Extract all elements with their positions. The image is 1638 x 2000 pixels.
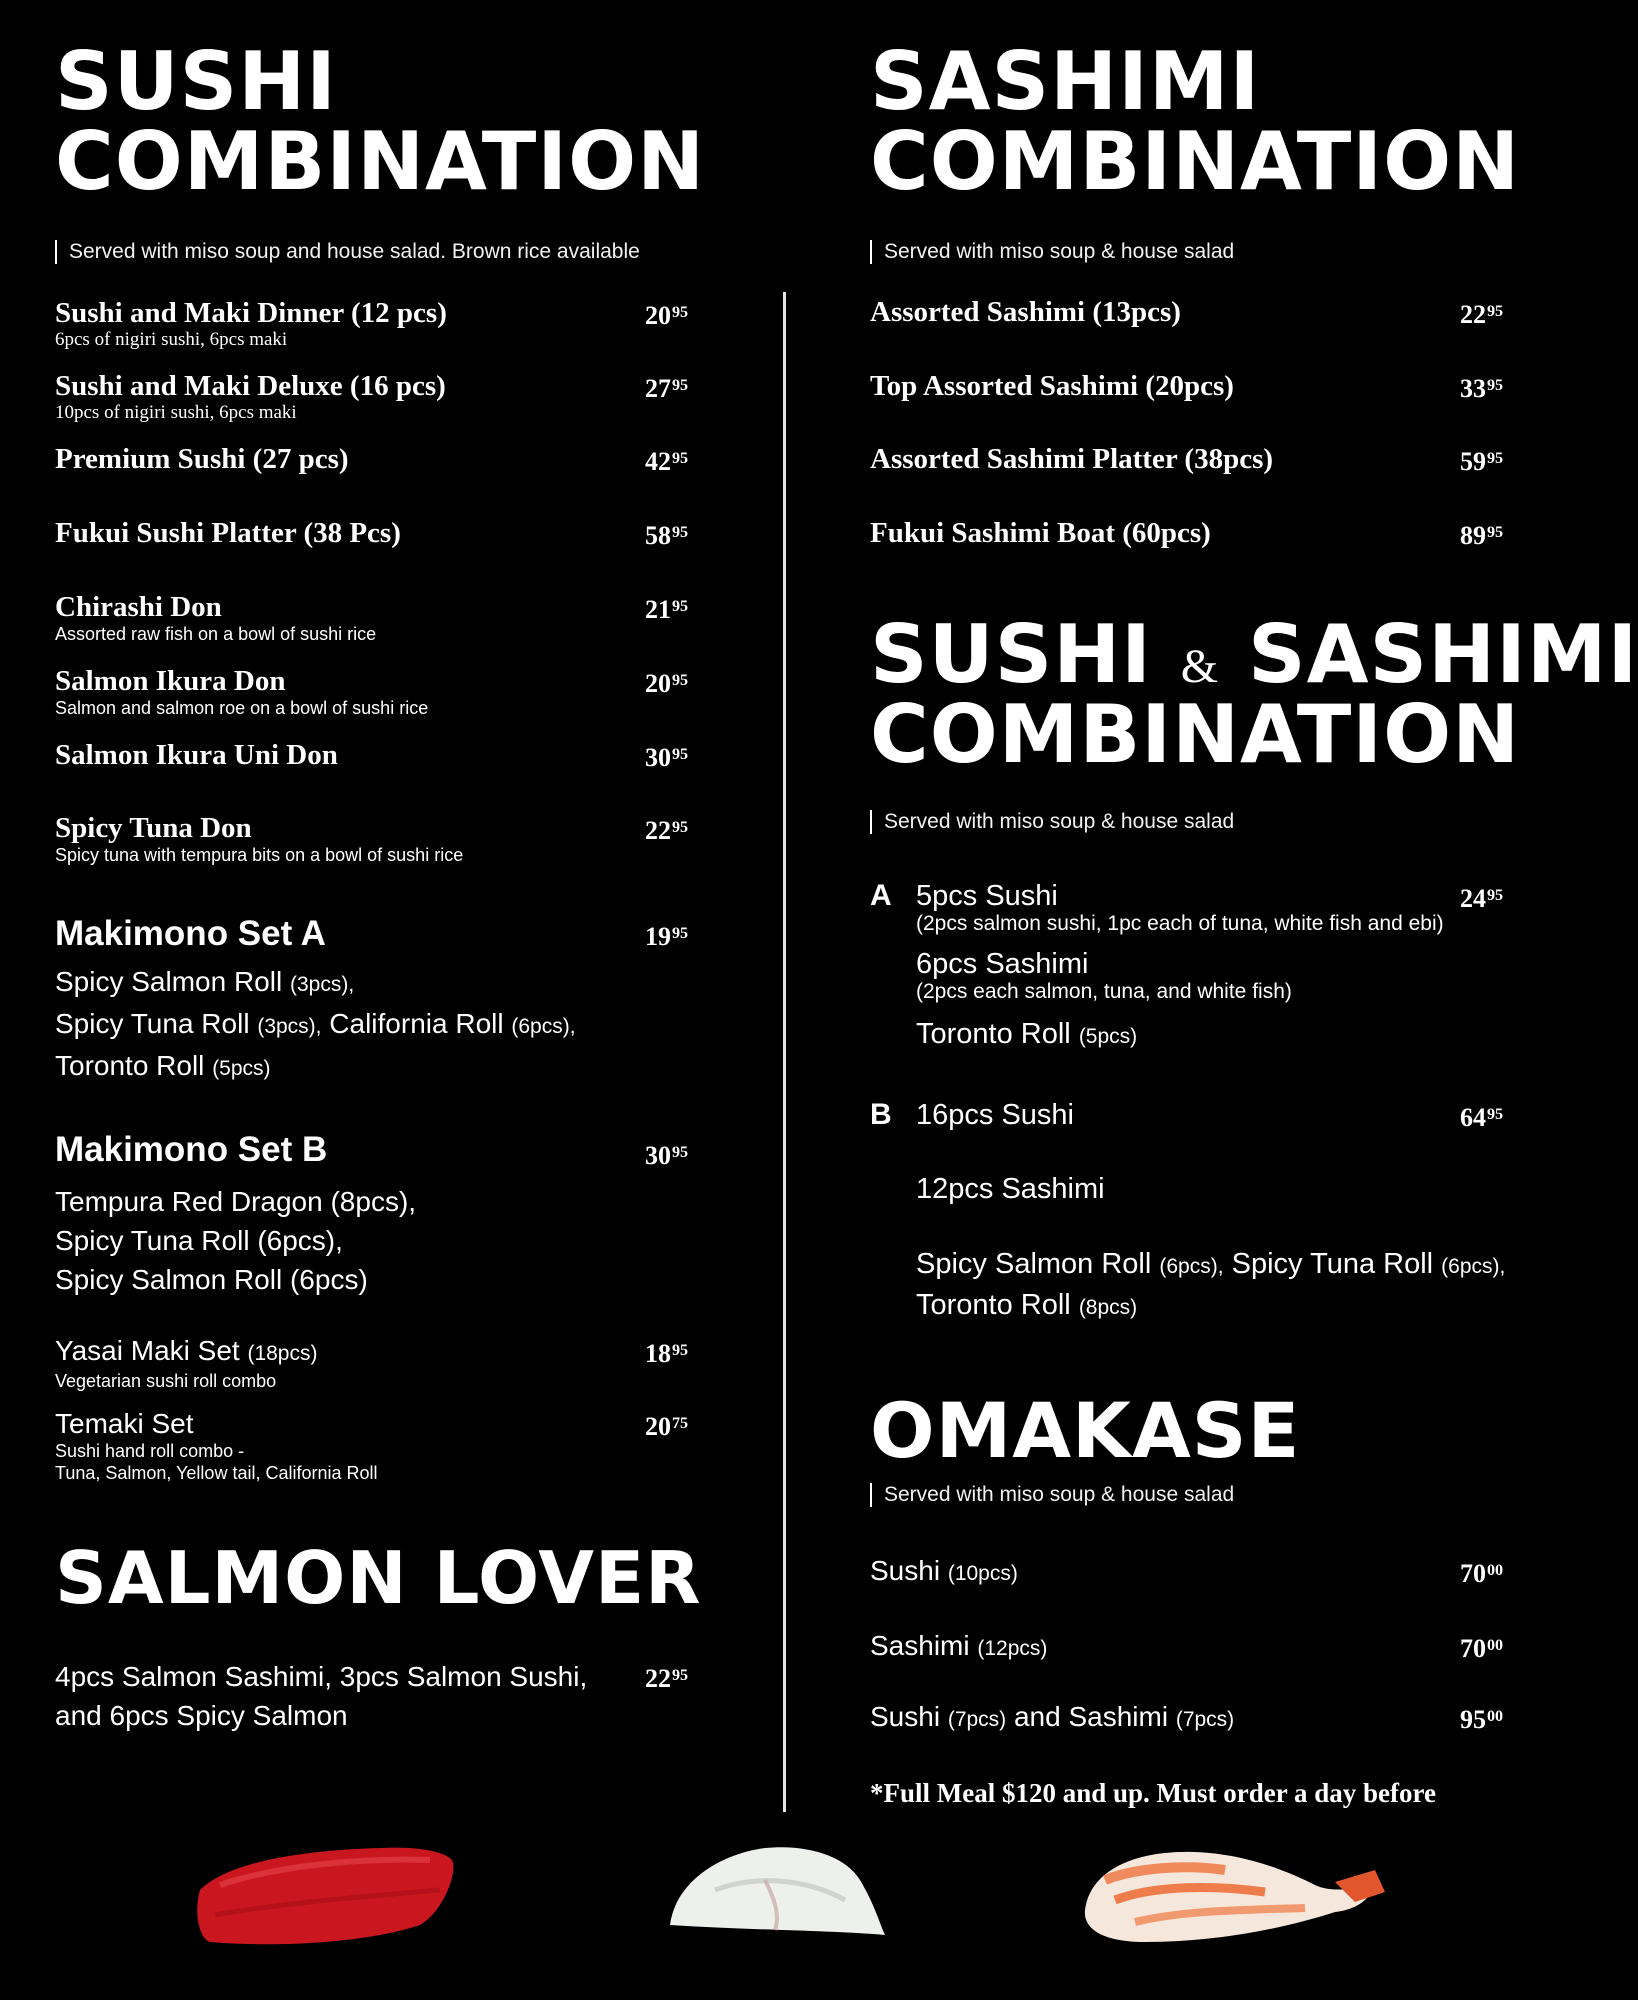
set-contents (55, 1182, 705, 1299)
item-price (1460, 1701, 1503, 1736)
item-name-text: Sushi (870, 1701, 948, 1732)
price-dollars: 22 (645, 816, 671, 845)
roll-name: Spicy Tuna Roll (55, 1008, 258, 1039)
item-price (645, 1137, 688, 1172)
item-name: Top Assorted Sashimi (20pcs) (870, 370, 1234, 402)
price-cents: 95 (672, 1667, 689, 1684)
price-dollars: 59 (1460, 447, 1486, 476)
item-name-text: Sashimi (870, 1630, 978, 1661)
sushi-sashimi-combination-heading (870, 608, 1638, 781)
price-dollars: 64 (1460, 1103, 1486, 1132)
price-cents: 95 (1487, 524, 1504, 541)
item-name: Chirashi Don (55, 591, 222, 623)
combo-line (916, 1289, 1520, 1324)
heading-word: SUSHI (870, 608, 1181, 701)
roll-count: (6pcs), (511, 1015, 576, 1038)
item-price (645, 443, 688, 478)
roll-name: Toronto Roll (55, 1050, 213, 1081)
menu-item (55, 370, 705, 424)
price-cents: 95 (1487, 1106, 1504, 1123)
roll-name: Toronto Roll (916, 1018, 1079, 1050)
makimono-set-a (55, 914, 705, 1088)
sushi-combination-heading (55, 35, 706, 208)
combo-line (916, 1018, 1520, 1053)
item-desc: 10pcs of nigiri sushi, 6pcs maki (55, 402, 297, 423)
combo-line: 16pcs Sushi (916, 1099, 1074, 1131)
item-price (645, 297, 688, 332)
item-desc: Tuna, Salmon, Yellow tail, California Roll (55, 1463, 378, 1483)
price-cents: 95 (672, 1342, 689, 1359)
set-line (55, 1046, 705, 1088)
set-line: 4pcs Salmon Sashimi, 3pcs Salmon Sushi, (55, 1661, 588, 1692)
item-price (645, 370, 688, 405)
roll-count: (3pcs), (257, 1015, 322, 1038)
item-desc: Spicy tuna with tempura bits on a bowl of sushi rice (55, 845, 464, 865)
menu-item (55, 297, 705, 351)
item-desc: Sushi hand roll combo - (55, 1441, 245, 1461)
price-dollars: 20 (645, 1412, 671, 1441)
item-count: (10pcs) (947, 1562, 1018, 1585)
set-line: Tempura Red Dragon (8pcs), (55, 1186, 417, 1217)
menu-item (55, 739, 705, 771)
heading-line: SASHIMI (870, 35, 1261, 128)
item-name: Salmon Ikura Uni Don (55, 739, 338, 771)
price-cents: 00 (1487, 1708, 1504, 1725)
roll-count: (5pcs) (1078, 1025, 1138, 1048)
salmon-lover-heading: SALMON LOVER (55, 1536, 702, 1620)
roll-count: (8pcs) (1078, 1296, 1138, 1319)
item-desc: 6pcs of nigiri sushi, 6pcs maki (55, 329, 288, 350)
sashimi-combination-heading (870, 35, 1521, 208)
price-dollars: 70 (1460, 1559, 1486, 1588)
heading-word: SASHIMI (1219, 608, 1638, 701)
price-dollars: 33 (1460, 374, 1486, 403)
price-cents: 95 (672, 746, 689, 763)
item-count: (18pcs) (247, 1342, 318, 1365)
item-name: Fukui Sashimi Boat (60pcs) (870, 517, 1211, 549)
roll-name: Spicy Tuna Roll (1223, 1248, 1442, 1280)
price-cents: 95 (1487, 303, 1504, 320)
price-cents: 95 (672, 672, 689, 689)
item-name: Assorted Sashimi (13pcs) (870, 296, 1181, 328)
roll-name: Toronto Roll (916, 1289, 1079, 1321)
set-line: Spicy Tuna Roll (6pcs), (55, 1225, 343, 1256)
combo-sub: (2pcs each salmon, tuna, and white fish) (916, 980, 1292, 1003)
heading-line: COMBINATION (55, 115, 706, 208)
menu-item (55, 1335, 705, 1392)
price-cents: 95 (672, 598, 689, 615)
price-dollars: 42 (645, 447, 671, 476)
menu-item (870, 296, 1520, 328)
tuna-nigiri-icon (190, 1830, 460, 1950)
white-fish-nigiri-icon (655, 1830, 895, 1950)
price-cents: 95 (672, 819, 689, 836)
item-name: Sushi and Maki Deluxe (16 pcs) (55, 370, 446, 402)
price-dollars: 27 (645, 374, 671, 403)
price-dollars: 24 (1460, 884, 1486, 913)
combo-line: 12pcs Sashimi (916, 1173, 1105, 1205)
item-name-text: and Sashimi (1006, 1701, 1176, 1732)
combo-line: 5pcs Sushi (916, 880, 1058, 912)
heading-line: COMBINATION (870, 115, 1521, 208)
option-contents (916, 1099, 1520, 1324)
item-name: Temaki Set (55, 1408, 194, 1439)
set-line: Spicy Salmon Roll (6pcs) (55, 1264, 368, 1295)
price-cents: 75 (672, 1415, 689, 1432)
item-name: Fukui Sushi Platter (38 Pcs) (55, 517, 401, 549)
price-cents: 95 (672, 304, 689, 321)
roll-name: California Roll (321, 1008, 512, 1039)
item-price (645, 1408, 688, 1443)
price-dollars: 21 (645, 595, 671, 624)
option-letter: A (870, 879, 892, 912)
menu-item (870, 1630, 1520, 1665)
item-price (1460, 1630, 1503, 1665)
menu-item (870, 370, 1520, 402)
sushi-images (0, 1830, 1571, 1980)
price-dollars: 19 (645, 922, 671, 951)
item-price (645, 918, 688, 953)
menu-item (55, 443, 705, 475)
sashimi-combination-note: Served with miso soup & house salad (870, 240, 1234, 264)
item-name-text: Sushi (870, 1555, 948, 1586)
item-name (870, 1555, 1520, 1590)
menu-item (870, 1701, 1520, 1736)
sushi-combination-note: Served with miso soup and house salad. Brown rice available (55, 240, 640, 264)
item-count: (7pcs) (947, 1708, 1007, 1731)
price-dollars: 58 (645, 521, 671, 550)
roll-name: Spicy Salmon Roll (916, 1248, 1160, 1280)
menu-item (870, 1555, 1520, 1590)
price-dollars: 22 (1460, 300, 1486, 329)
roll-count: (6pcs), (1441, 1255, 1506, 1278)
price-dollars: 30 (645, 743, 671, 772)
item-name: Sushi and Maki Dinner (12 pcs) (55, 297, 447, 329)
option-contents (916, 880, 1520, 1053)
roll-name: Spicy Salmon Roll (55, 966, 290, 997)
price-cents: 95 (1487, 450, 1504, 467)
menu-item (55, 812, 705, 866)
item-count: (12pcs) (977, 1637, 1048, 1660)
item-price (645, 517, 688, 552)
item-desc: Salmon and salmon roe on a bowl of sushi rice (55, 698, 429, 718)
item-name-text: Yasai Maki Set (55, 1335, 248, 1366)
set-title: Makimono Set A (55, 914, 326, 953)
price-cents: 95 (672, 524, 689, 541)
price-dollars: 95 (1460, 1705, 1486, 1734)
omakase-note: Served with miso soup & house salad (870, 1483, 1234, 1507)
menu-item (55, 665, 705, 719)
item-name: Premium Sushi (27 pcs) (55, 443, 349, 475)
set-line (55, 1004, 705, 1046)
price-cents: 00 (1487, 1562, 1504, 1579)
roll-count: (6pcs), (1159, 1255, 1224, 1278)
salmon-lover-item (55, 1657, 705, 1735)
price-cents: 95 (1487, 377, 1504, 394)
item-name: Assorted Sashimi Platter (38pcs) (870, 443, 1274, 475)
price-dollars: 20 (645, 301, 671, 330)
set-contents (55, 962, 705, 1088)
item-desc: Assorted raw fish on a bowl of sushi rice (55, 624, 377, 644)
price-dollars: 22 (645, 1664, 671, 1693)
item-price (1460, 1555, 1503, 1590)
set-title: Makimono Set B (55, 1130, 328, 1169)
item-desc: Vegetarian sushi roll combo (55, 1371, 277, 1391)
item-name (55, 1335, 705, 1370)
item-price (645, 1335, 688, 1370)
price-cents: 95 (672, 377, 689, 394)
price-cents: 95 (672, 1144, 689, 1161)
item-name: Spicy Tuna Don (55, 812, 252, 844)
combo-line (916, 1248, 1520, 1283)
item-price (645, 812, 688, 847)
item-price (645, 665, 688, 700)
price-dollars: 20 (645, 669, 671, 698)
price-cents: 95 (672, 450, 689, 467)
price-cents: 95 (1487, 887, 1504, 904)
price-cents: 00 (1487, 1637, 1504, 1654)
menu-item (55, 517, 705, 549)
makimono-set-b (55, 1130, 705, 1299)
roll-count: (3pcs), (289, 973, 355, 996)
ampersand: & (1180, 640, 1220, 693)
item-name: Salmon Ikura Don (55, 665, 286, 697)
heading-line: COMBINATION (870, 688, 1521, 781)
item-name (870, 1701, 1520, 1736)
menu-item (55, 1408, 705, 1484)
ebi-nigiri-icon (1075, 1830, 1395, 1950)
column-divider (783, 292, 786, 1812)
set-line (55, 962, 705, 1004)
item-price (1460, 443, 1503, 478)
heading-line: SUSHI (55, 35, 337, 128)
item-price (645, 1660, 688, 1695)
price-dollars: 30 (645, 1141, 671, 1170)
set-line: and 6pcs Spicy Salmon (55, 1700, 348, 1731)
menu-item (55, 591, 705, 645)
combo-sub: (2pcs salmon sushi, 1pc each of tuna, white fish and ebi) (916, 912, 1444, 935)
omakase-footnote: *Full Meal $120 and up. Must order a day before (870, 1778, 1437, 1808)
heading-line (870, 608, 1638, 701)
roll-count: (5pcs) (212, 1057, 271, 1080)
menu-item (870, 517, 1520, 549)
option-letter: B (870, 1098, 892, 1131)
item-price (645, 739, 688, 774)
price-cents: 95 (672, 925, 689, 942)
price-dollars: 89 (1460, 521, 1486, 550)
combo-line: 6pcs Sashimi (916, 948, 1089, 980)
item-price (1460, 296, 1503, 331)
omakase-heading: OMAKASE (870, 1386, 1301, 1475)
item-price (645, 591, 688, 626)
item-name (870, 1630, 1520, 1665)
item-description (55, 1657, 705, 1735)
sushi-sashimi-note: Served with miso soup & house salad (870, 810, 1234, 834)
price-dollars: 70 (1460, 1634, 1486, 1663)
item-count: (7pcs) (1175, 1708, 1235, 1731)
price-dollars: 18 (645, 1339, 671, 1368)
item-price (1460, 370, 1503, 405)
menu-item (870, 443, 1520, 475)
item-price (1460, 517, 1503, 552)
